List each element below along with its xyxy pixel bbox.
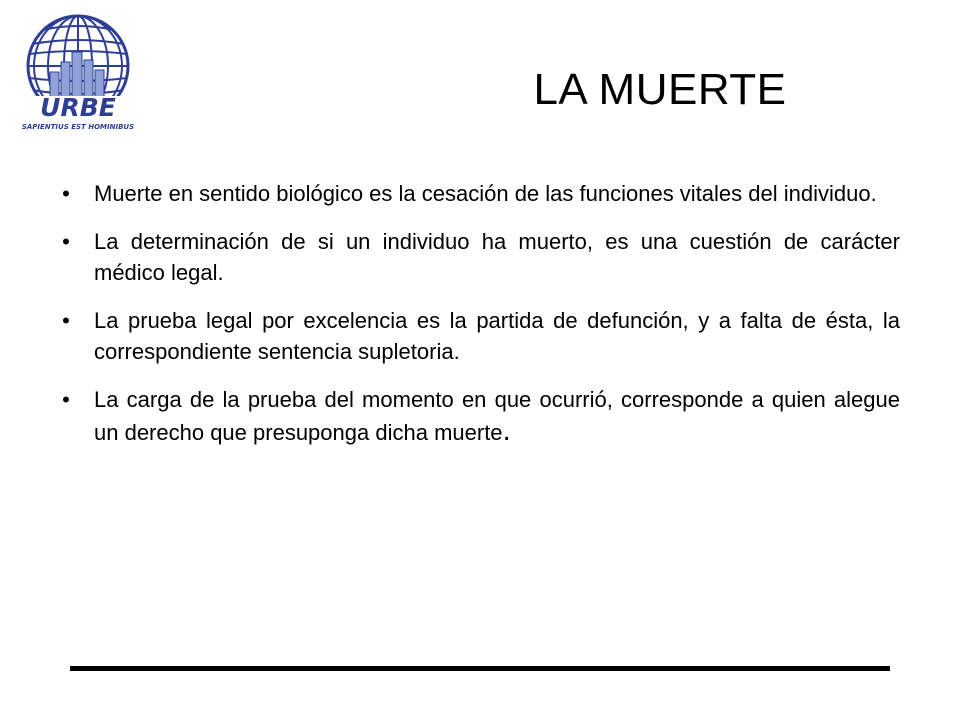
- globe-logo-icon: [20, 14, 136, 134]
- logo-motto: SAPIENTIUS EST HOMINIBUS: [21, 123, 135, 131]
- bullet-list: [58, 178, 900, 465]
- bullet-icon: •: [62, 308, 70, 333]
- bullet-icon: •: [62, 387, 70, 412]
- list-item: [58, 178, 900, 209]
- bullet-text: La determinación de si un individuo ha muerto, es una cuestión de carácter médico legal.: [94, 229, 900, 285]
- bullet-icon: •: [62, 181, 70, 206]
- list-item: [58, 305, 900, 367]
- list-item: [58, 384, 900, 448]
- bullet-text: La carga de la prueba del momento en que ocurrió, corresponde a quien alegue un derecho que presuponga: [94, 387, 900, 445]
- bullet-period: .: [502, 414, 511, 447]
- slide-title: LA MUERTE: [533, 65, 787, 114]
- bullet-text: La prueba legal por excelencia es la partida de defunción, y a falta de ésta, la correspondiente sentencia supletoria.: [94, 308, 900, 364]
- bullet-icon: •: [62, 229, 70, 254]
- bullet-text-tail: dicha muerte: [375, 420, 503, 445]
- svg-text:URBE: URBE: [40, 93, 116, 122]
- urbe-logo: [20, 14, 136, 134]
- bullet-text: Muerte en sentido biológico es la cesación de las funciones vitales del individuo.: [94, 181, 877, 206]
- footer-divider: [70, 666, 890, 671]
- list-item: [58, 226, 900, 288]
